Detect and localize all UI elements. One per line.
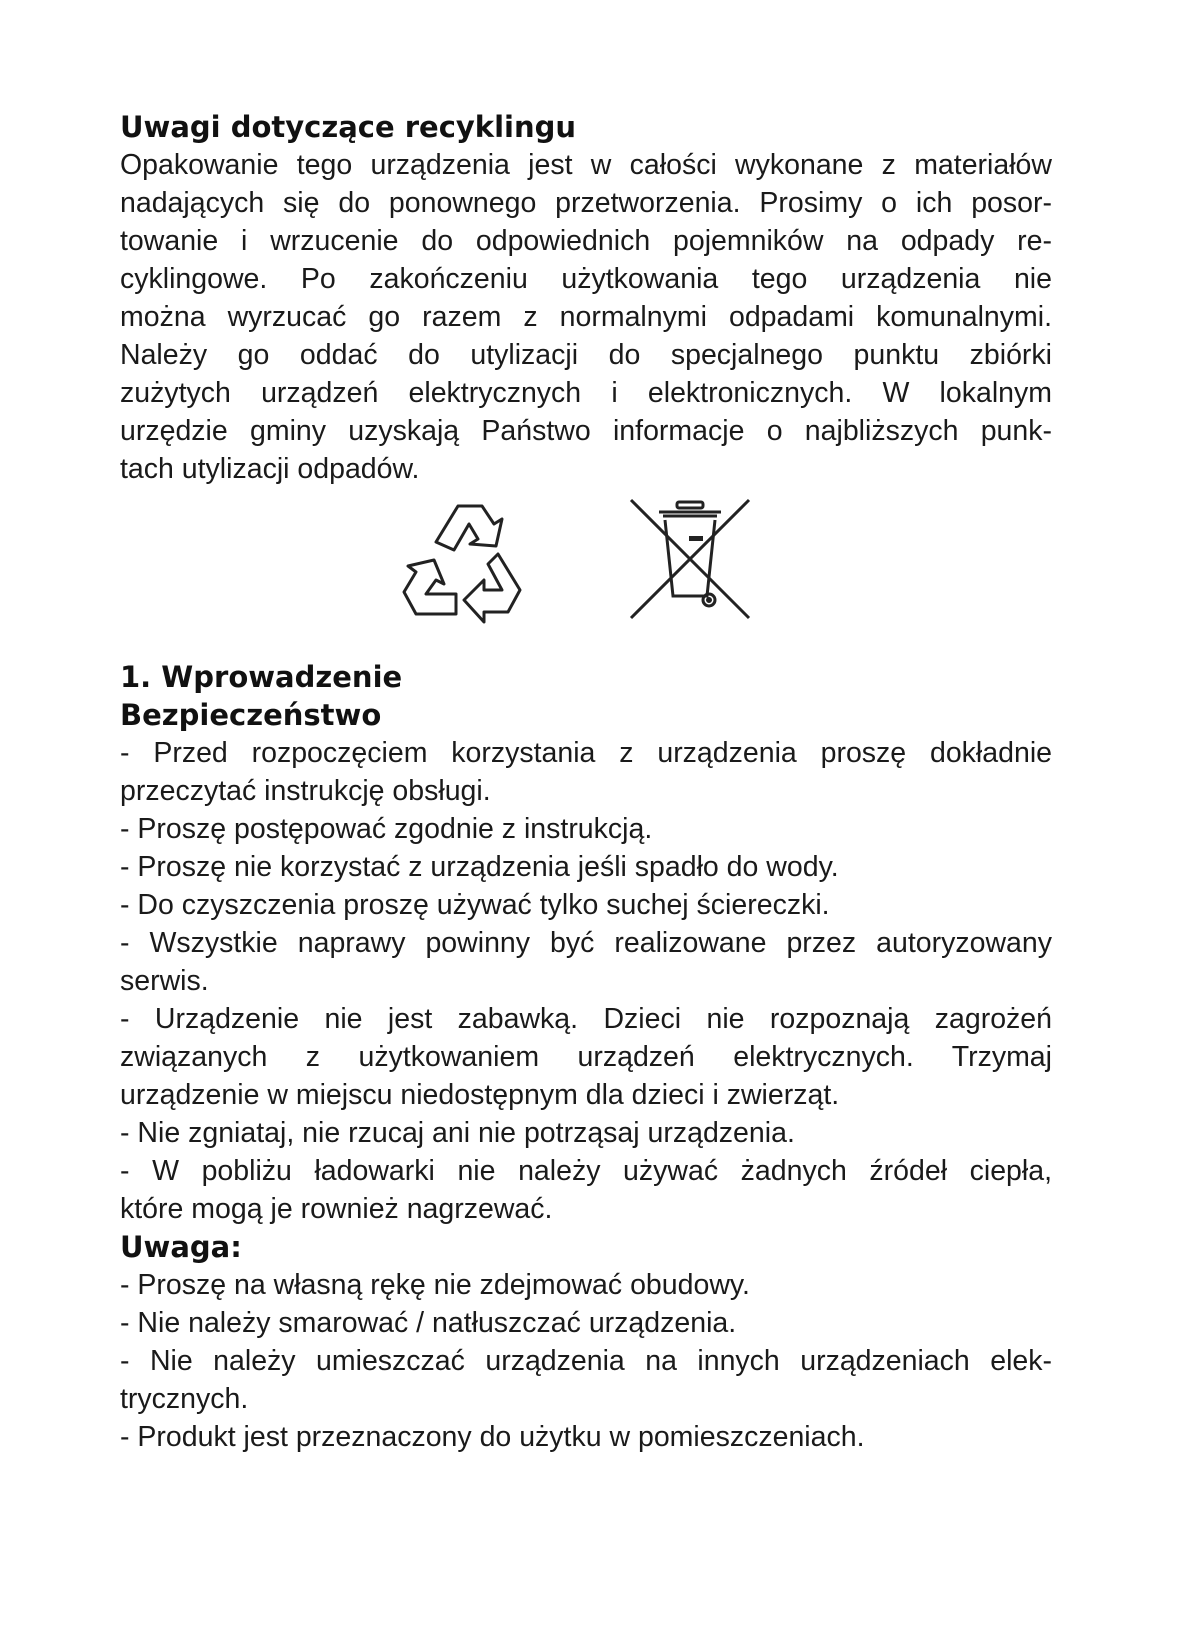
- text-line: Opakowanie tego urządzenia jest w całości wykonane z materiałów: [120, 149, 1052, 181]
- text-line: związanych z użytkowaniem urządzeń elektrycznych. Trzymaj: [120, 1041, 1052, 1073]
- text-line: zużytych urządzeń elektrycznych i elektronicznych. W lokalnym: [120, 377, 1052, 409]
- text-line: które mogą je rownież nagrzewać.: [120, 1193, 553, 1225]
- crossed-out-bin-icon: [625, 494, 755, 624]
- text-line: - Nie zgniataj, nie rzucaj ani nie potrząsaj urządzenia.: [120, 1117, 795, 1149]
- text-line: Należy go oddać do utylizacji do specjalnego punktu zbiórki: [120, 339, 1052, 371]
- text-line: towanie i wrzucenie do odpowiednich pojemników na odpady re-: [120, 225, 1052, 257]
- text-line: - Wszystkie naprawy powinny być realizowane przez autoryzowany: [120, 927, 1052, 959]
- text-line: trycznych.: [120, 1383, 249, 1415]
- text-line: - Przed rozpoczęciem korzystania z urządzenia proszę dokładnie: [120, 737, 1052, 769]
- text-line: nadających się do ponownego przetworzenia. Prosimy o ich posor-: [120, 187, 1052, 219]
- text-line: - Produkt jest przeznaczony do użytku w pomieszczeniach.: [120, 1421, 865, 1453]
- text-line: serwis.: [120, 965, 209, 997]
- text-line: - Nie należy umieszczać urządzenia na innych urządzeniach elek-: [120, 1345, 1052, 1377]
- text-line: - Urządzenie nie jest zabawką. Dzieci nie rozpoznają zagrożeń: [120, 1003, 1052, 1035]
- intro-heading: 1. Wprowadzenie: [120, 660, 403, 694]
- text-line: - W pobliżu ładowarki nie należy używać żadnych źródeł ciepła,: [120, 1155, 1052, 1187]
- recycling-paragraph: [120, 146, 1052, 488]
- recycle-icon: [398, 494, 538, 624]
- text-line: - Proszę nie korzystać z urządzenia jeśli spadło do wody.: [120, 851, 839, 883]
- safety-list: [120, 734, 1052, 1228]
- text-line: urzędzie gminy uzyskają Państwo informacje o najbliższych punk-: [120, 415, 1052, 447]
- text-line: cyklingowe. Po zakończeniu użytkowania tego urządzenia nie: [120, 263, 1052, 295]
- recycling-symbols: [120, 494, 1052, 644]
- warning-list: [120, 1266, 1052, 1456]
- text-line: - Do czyszczenia proszę używać tylko suchej ściereczki.: [120, 889, 830, 921]
- text-line: urządzenie w miejscu niedostępnym dla dzieci i zwierząt.: [120, 1079, 840, 1111]
- text-line: - Proszę na własną rękę nie zdejmować obudowy.: [120, 1269, 750, 1301]
- text-line: - Nie należy smarować / natłuszczać urządzenia.: [120, 1307, 737, 1339]
- safety-heading: Bezpieczeństwo: [120, 698, 382, 732]
- text-line: można wyrzucać go razem z normalnymi odpadami komunalnymi.: [120, 301, 1052, 333]
- text-line: tach utylizacji odpadów.: [120, 453, 420, 485]
- warning-heading: Uwaga:: [120, 1230, 242, 1264]
- recycling-heading: Uwagi dotyczące recyklingu: [120, 110, 577, 144]
- text-line: przeczytać instrukcję obsługi.: [120, 775, 491, 807]
- document-page: [120, 108, 1052, 1456]
- text-line: - Proszę postępować zgodnie z instrukcją.: [120, 813, 653, 845]
